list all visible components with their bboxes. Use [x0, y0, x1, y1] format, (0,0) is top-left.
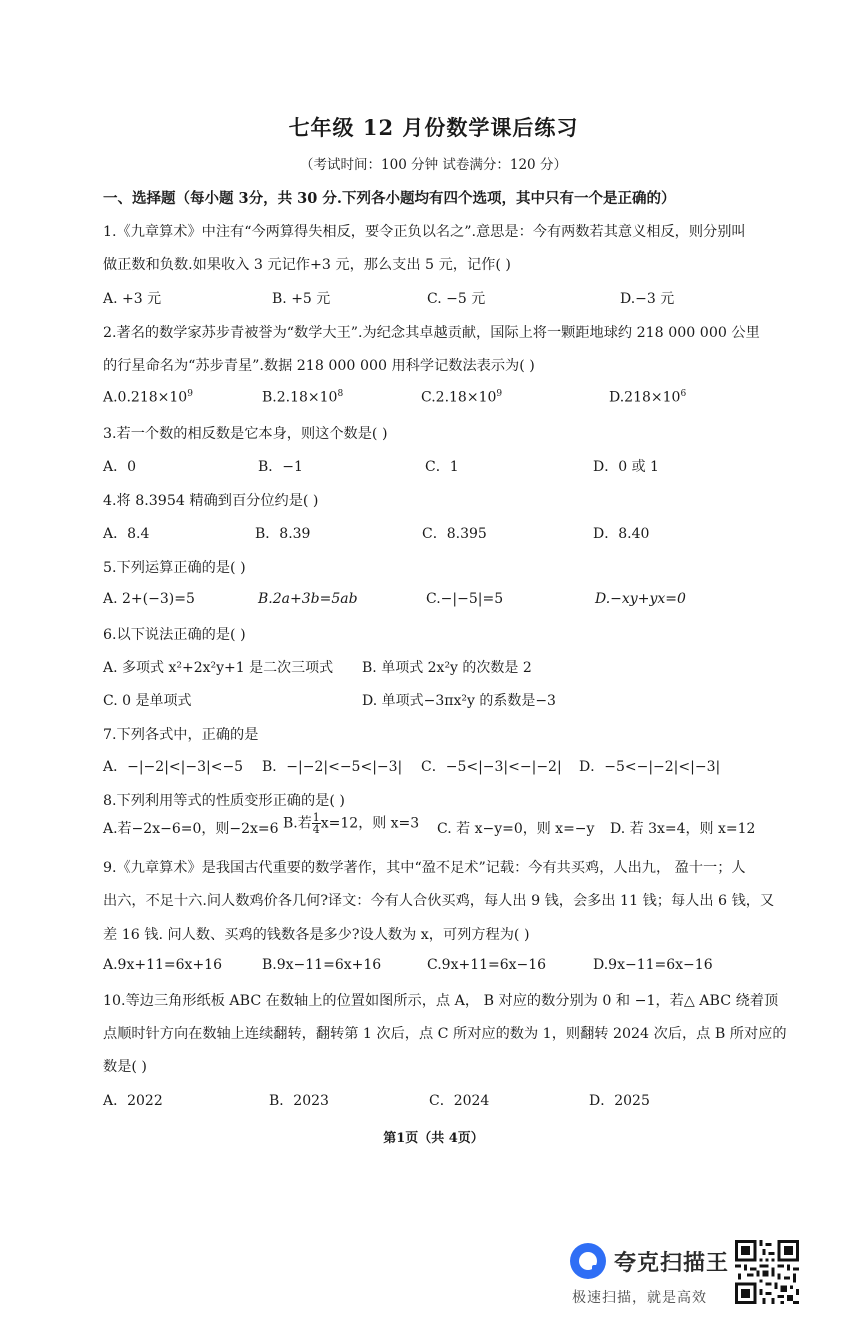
- q2-line2: 的行星命名为“苏步青星”.数据 218 000 000 用科学记数法表示为( ): [103, 358, 535, 374]
- q3-option-d: D．0 或 1: [593, 459, 659, 475]
- q9-option-b: B.9x−11=6x+16: [262, 957, 382, 973]
- q2-option-b: $B.2.18\times 10^8$: [262, 389, 344, 406]
- q4-option-a: A．8.4: [103, 526, 150, 542]
- q3-option-a: A．0: [103, 459, 137, 475]
- q8-option-d: D. 若 3x=4，则 x=12: [610, 821, 756, 837]
- q4-option-d: D．8.40: [593, 526, 650, 542]
- q9-option-d: D.9x−11=6x−16: [593, 957, 713, 973]
- q10-line2: 点顺时针方向在数轴上连续翻转，翻转第 1 次后，点 C 所对应的数为 1，则翻转 2024 次后，点 B 所对应的: [103, 1026, 787, 1042]
- q9-option-c: C.9x+11=6x−16: [427, 957, 547, 973]
- brand-name: 夸克扫描王: [614, 1251, 730, 1276]
- q7-line1: 7.下列各式中，正确的是: [103, 727, 259, 743]
- q2-line1: 2.著名的数学家苏步青被誉为“数学大王”.为纪念其卓越贡献，国际上将一颗距地球约 218 000 000 公里: [103, 325, 760, 341]
- q3-option-c: C．1: [425, 459, 459, 475]
- q7-option-c: C．−5<|−3|<−|−2|: [421, 759, 562, 775]
- q8-option-c: C. 若 x−y=0，则 x=−y: [437, 821, 595, 837]
- q1-line2: 做正数和负数.如果收入 3 元记作+3 元，那么支出 5 元，记作( ): [103, 257, 511, 273]
- q6-option-d: D. 单项式−3πx²y 的系数是−3: [362, 693, 556, 709]
- q8-line1: 8.下列利用等式的性质变形正确的是( ): [103, 793, 345, 809]
- q9-line1: 9.《九章算术》是我国古代重要的数学著作，其中“盈不足术”记载：今有共买鸡，人出九， 盈十一；人: [103, 860, 746, 876]
- q7-option-d: D．−5<−|−2|<|−3|: [579, 759, 721, 775]
- exam-info: （考试时间：100 分钟 试卷满分：120 分）: [300, 157, 567, 173]
- q10-line1: 10.等边三角形纸板 ABC 在数轴上的位置如图所示，点 A， B 对应的数分别为 0 和 −1，若△ ABC 绕着顶: [103, 993, 779, 1009]
- fraction-one-quarter: $\frac{1}{4}$: [312, 811, 320, 836]
- q4-option-b: B．8.39: [255, 526, 311, 542]
- q1-option-d: D.−3 元: [620, 291, 675, 307]
- q5-option-d: D.−xy+yx=0: [595, 591, 686, 607]
- q9-option-a: A.9x+11=6x+16: [103, 957, 222, 973]
- q8-option-b: B.若 $\frac{1}{4}$ x=12，则 x=3: [283, 811, 420, 836]
- q8-option-a: A.若−2x−6=0，则−2x=6: [103, 821, 279, 837]
- q6-option-c: C. 0 是单项式: [103, 693, 192, 709]
- q7-option-b: B．−|−2|<−5<|−3|: [262, 759, 403, 775]
- qr-code-icon: [735, 1240, 799, 1304]
- q7-option-a: A．−|−2|<|−3|<−5: [103, 759, 244, 775]
- q6-option-b: B. 单项式 2x²y 的次数是 2: [362, 660, 532, 676]
- q5-option-a: A. 2+(−3)=5: [103, 591, 195, 607]
- q10-option-a: A．2022: [103, 1093, 163, 1109]
- q6-option-a: A. 多项式 x²+2x²y+1 是二次三项式: [103, 660, 334, 676]
- brand-tagline: 极速扫描，就是高效: [572, 1290, 707, 1306]
- q1-option-b: B. +5 元: [272, 291, 331, 307]
- q9-line3: 差 16 钱. 问人数、买鸡的钱数各是多少?设人数为 x，可列方程为( ): [103, 927, 530, 943]
- scanner-watermark: [570, 1243, 860, 1313]
- page-title: 七年级 12 月份数学课后练习: [288, 115, 579, 140]
- q5-option-b: B.2a+3b=5ab: [258, 591, 358, 607]
- page-footer: 第1页（共 4页）: [383, 1131, 484, 1146]
- q10-line3: 数是( ): [103, 1059, 147, 1075]
- q1-option-c: C. −5 元: [427, 291, 486, 307]
- q2-option-a: $A.0.218\times 10^9$: [103, 389, 193, 406]
- q5-option-c: C.−|−5|=5: [426, 591, 504, 607]
- q5-line1: 5.下列运算正确的是( ): [103, 560, 246, 576]
- quark-logo-icon: [570, 1243, 606, 1279]
- q1-line1: 1.《九章算术》中注有“今两算得失相反，要令正负以名之”.意思是：今有两数若其意义相反，则分别叫: [103, 224, 746, 240]
- q1-option-a: A. +3 元: [103, 291, 162, 307]
- q10-option-b: B．2023: [269, 1093, 329, 1109]
- q3-option-b: B．−1: [258, 459, 303, 475]
- q9-line2: 出六，不足十六.问人数鸡价各几何?译文：今有人合伙买鸡，每人出 9 钱，会多出 11 钱；每人出 6 钱，又: [103, 893, 775, 909]
- q4-line1: 4.将 8.3954 精确到百分位约是( ): [103, 493, 319, 509]
- q10-option-d: D．2025: [589, 1093, 650, 1109]
- q6-line1: 6.以下说法正确的是( ): [103, 627, 246, 643]
- q2-option-d: $D.218\times 10^6$: [609, 389, 687, 406]
- q3-line1: 3.若一个数的相反数是它本身，则这个数是( ): [103, 426, 388, 442]
- q10-option-c: C．2024: [429, 1093, 490, 1109]
- q2-option-c: $C.2.18\times 10^9$: [421, 389, 503, 406]
- q4-option-c: C．8.395: [422, 526, 487, 542]
- section-heading: 一、选择题（每小题 3分，共 30 分.下列各小题均有四个选项，其中只有一个是正确的）: [103, 190, 676, 207]
